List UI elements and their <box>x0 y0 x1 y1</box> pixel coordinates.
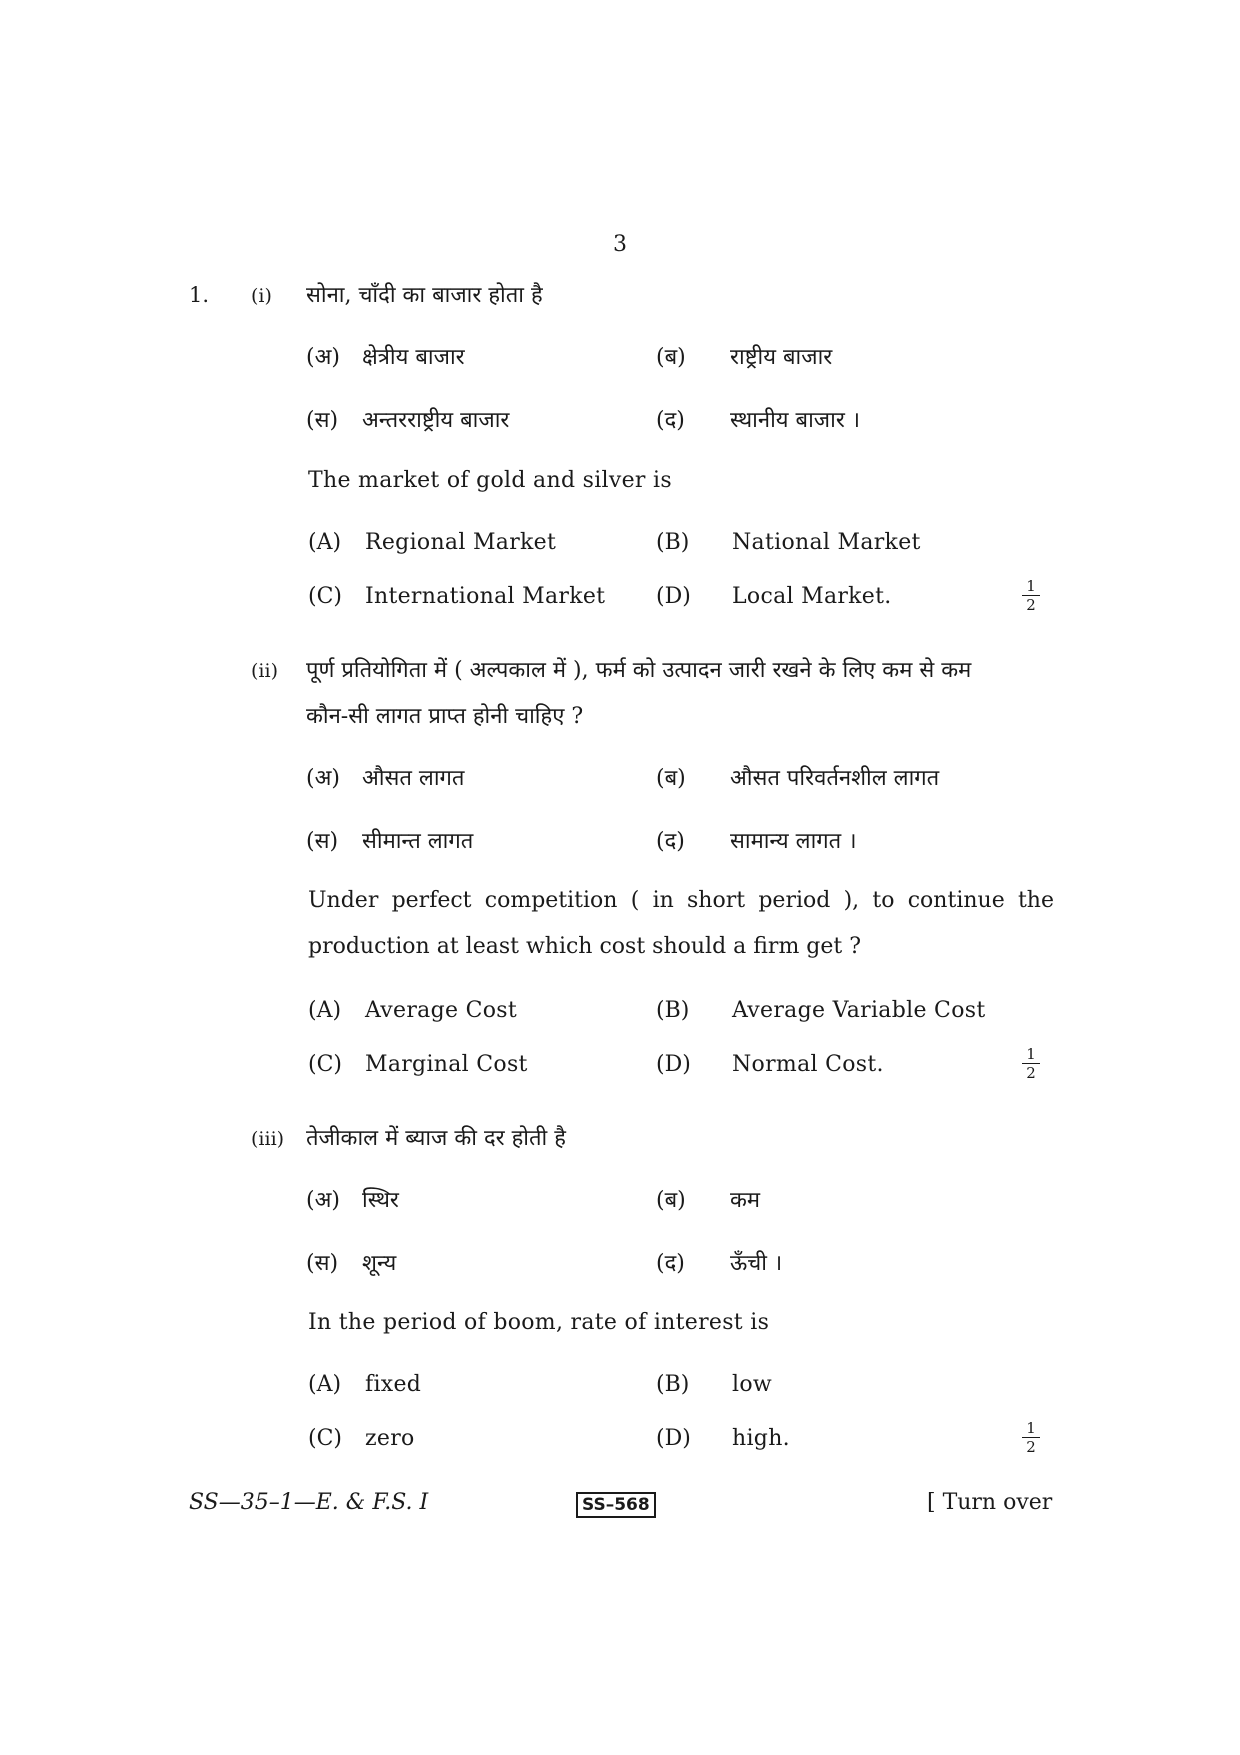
hindi-option-letter: (स) <box>306 829 339 854</box>
english-question-text: production at least which cost should a firm get ? <box>308 934 862 959</box>
english-question-text: The market of gold and silver is <box>308 468 672 493</box>
turn-over-note: [ Turn over <box>927 1490 1053 1515</box>
paper-code: SS—35–1—E. & F.S. I <box>189 1490 429 1515</box>
hindi-option-text: ऊँची । <box>730 1251 783 1276</box>
english-option-letter: (D) <box>656 1052 691 1077</box>
marks-denominator: 2 <box>1026 1064 1036 1082</box>
english-option-text: Average Cost <box>365 998 517 1023</box>
hindi-option-text: सीमान्त लागत <box>362 829 474 854</box>
english-option-letter: (D) <box>656 1426 691 1451</box>
hindi-option-text: शून्य <box>362 1251 397 1276</box>
marks-fraction <box>1022 1420 1040 1455</box>
english-option-letter: (D) <box>656 584 691 609</box>
hindi-option-text: औसत परिवर्तनशील लागत <box>730 766 940 791</box>
english-option-text: Regional Market <box>365 530 557 555</box>
hindi-option-text: औसत लागत <box>362 766 465 791</box>
english-option-text: fixed <box>365 1372 422 1397</box>
hindi-option-letter: (अ) <box>306 345 340 370</box>
english-option-letter: (C) <box>308 584 342 609</box>
english-option-text: Average Variable Cost <box>732 998 986 1023</box>
hindi-option-text: क्षेत्रीय बाजार <box>362 345 465 370</box>
hindi-option-letter: (अ) <box>306 1188 340 1213</box>
english-question-paragraph <box>308 878 1054 970</box>
marks-fraction <box>1022 578 1040 613</box>
english-option-text: zero <box>365 1426 415 1451</box>
english-option-letter: (A) <box>308 998 342 1023</box>
question-number: 1. <box>189 283 210 307</box>
english-option-text: Local Market. <box>732 584 892 609</box>
english-option-letter: (A) <box>308 530 342 555</box>
marks-numerator: 1 <box>1026 1045 1036 1063</box>
hindi-question-text: पूर्ण प्रतियोगिता में ( अल्पकाल में ), फर्म को उत्पादन जारी रखने के लिए कम से कम <box>306 658 972 683</box>
marks-numerator: 1 <box>1026 577 1036 595</box>
hindi-option-text: कम <box>730 1188 761 1213</box>
hindi-option-text: सामान्य लागत । <box>730 829 857 854</box>
english-option-text: National Market <box>732 530 921 555</box>
hindi-option-letter: (ब) <box>656 766 686 791</box>
page-number: 3 <box>613 232 627 257</box>
hindi-question-text: सोना, चाँदी का बाजार होता है <box>306 283 543 308</box>
hindi-option-text: स्थानीय बाजार । <box>730 408 861 433</box>
english-option-letter: (A) <box>308 1372 342 1397</box>
hindi-option-letter: (द) <box>656 408 685 433</box>
hindi-option-letter: (अ) <box>306 766 340 791</box>
english-option-letter: (B) <box>656 530 690 555</box>
marks-numerator: 1 <box>1026 1419 1036 1437</box>
hindi-question-text: कौन-सी लागत प्राप्त होनी चाहिए ? <box>306 704 584 729</box>
sub-question-number: (ii) <box>251 660 278 682</box>
marks-fraction <box>1022 1046 1040 1081</box>
hindi-option-letter: (द) <box>656 829 685 854</box>
hindi-question-text: तेजीकाल में ब्याज की दर होती है <box>306 1126 566 1151</box>
hindi-option-text: स्थिर <box>362 1188 399 1213</box>
english-option-text: International Market <box>365 584 606 609</box>
english-option-text: high. <box>732 1426 790 1451</box>
hindi-option-text: अन्तरराष्ट्रीय बाजार <box>362 408 510 433</box>
sub-question-number: (i) <box>251 285 272 307</box>
hindi-option-letter: (स) <box>306 1251 339 1276</box>
english-question-text: Under perfect competition ( in short period ), to continue the <box>308 888 1054 913</box>
marks-denominator: 2 <box>1026 596 1036 614</box>
hindi-option-letter: (ब) <box>656 1188 686 1213</box>
hindi-option-text: राष्ट्रीय बाजार <box>730 345 833 370</box>
hindi-option-letter: (ब) <box>656 345 686 370</box>
english-option-letter: (C) <box>308 1052 342 1077</box>
english-question-text: In the period of boom, rate of interest is <box>308 1310 770 1335</box>
sub-question-number: (iii) <box>251 1128 285 1150</box>
marks-denominator: 2 <box>1026 1438 1036 1456</box>
english-option-letter: (C) <box>308 1426 342 1451</box>
english-option-letter: (B) <box>656 1372 690 1397</box>
hindi-option-letter: (द) <box>656 1251 685 1276</box>
english-option-letter: (B) <box>656 998 690 1023</box>
hindi-option-letter: (स) <box>306 408 339 433</box>
english-option-text: low <box>732 1372 773 1397</box>
english-option-text: Normal Cost. <box>732 1052 884 1077</box>
boxed-paper-code: SS–568 <box>576 1492 656 1518</box>
english-option-text: Marginal Cost <box>365 1052 528 1077</box>
